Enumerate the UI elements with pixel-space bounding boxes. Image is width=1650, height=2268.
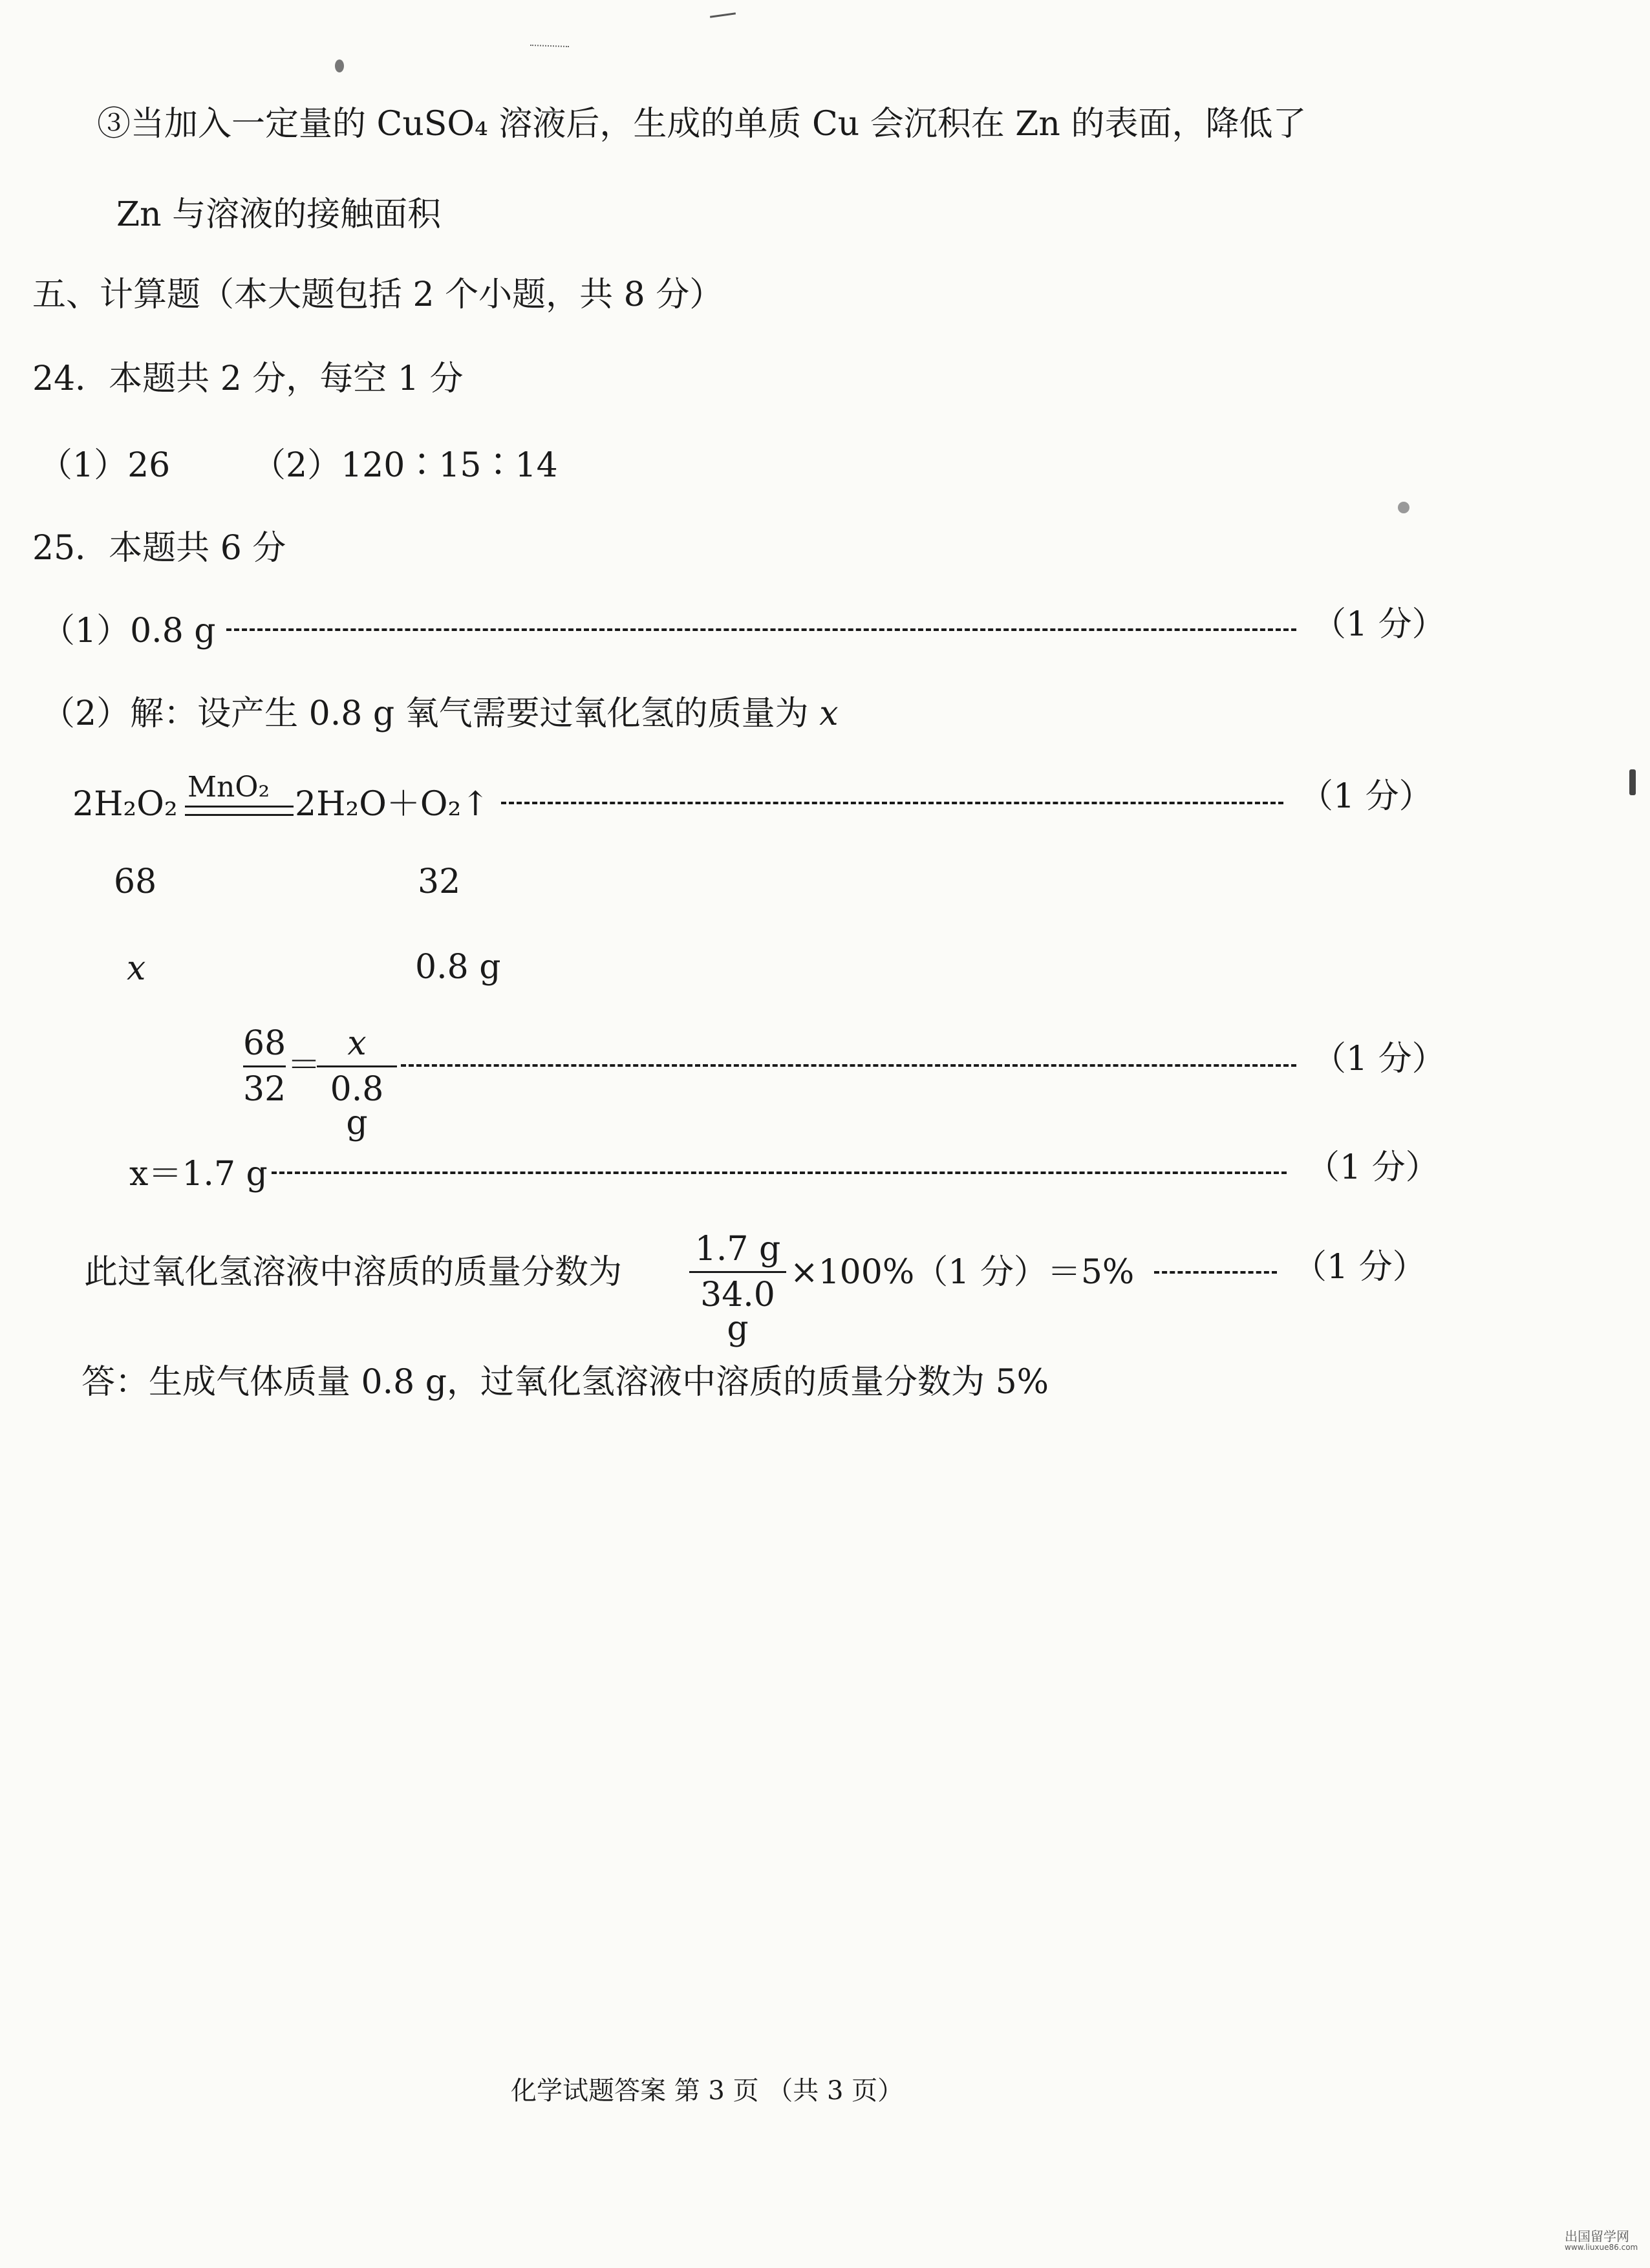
fraction-prefix: 此过氧化氢溶液中溶质的质量分数为 (84, 1253, 623, 1292)
molar-mass-o2: 32 (418, 862, 461, 901)
dash-leader (401, 1064, 1296, 1067)
fraction-numerator: 1.7 g (694, 1230, 781, 1268)
fraction-bar (689, 1271, 786, 1273)
scan-speck (1398, 502, 1409, 513)
dash-leader (272, 1171, 1287, 1174)
equation-products: 2H₂O＋O₂↑ (295, 785, 489, 824)
q25-part-2-intro (41, 694, 839, 733)
q24-heading: 24．本题共 2 分，每空 1 分 (32, 359, 464, 398)
q23-line-1: ③当加入一定量的 CuSO₄ 溶液后，生成的单质 Cu 会沉积在 Zn 的表面，降低了 (97, 105, 1307, 144)
scan-speck (1629, 769, 1636, 795)
watermark-text-url: www.liuxue86.com (1565, 2243, 1638, 2252)
ratio-num-2: x (347, 1024, 367, 1063)
q24-answer-1: （1）26 (39, 446, 171, 485)
equation-reactant: 2H₂O₂ (72, 785, 178, 824)
q25-heading: 25．本题共 6 分 (32, 529, 286, 568)
molar-mass-h2o2: 68 (114, 862, 157, 901)
fraction-denominator: 34.0 g (700, 1276, 775, 1348)
variable-x: x (819, 694, 839, 733)
score-5: （1 分） (1293, 1248, 1426, 1287)
fraction-bar (243, 1065, 286, 1067)
q25-part-1: （1）0.8 g (41, 612, 216, 650)
ratio-equals: ＝ (287, 1046, 321, 1085)
q23-line-2: Zn 与溶液的接触面积 (116, 195, 442, 234)
score-2: （1 分） (1300, 777, 1433, 816)
score-4: （1 分） (1306, 1148, 1439, 1187)
ratio-den-1: 32 (243, 1070, 286, 1109)
mass-fraction (689, 1230, 786, 1348)
ratio-den-2: 0.8 g (330, 1070, 384, 1142)
fraction-suffix: ×100%（1 分）＝5% (790, 1253, 1135, 1292)
equation-catalyst: MnO₂ (188, 771, 270, 804)
unknown-mass: x (127, 949, 146, 988)
q25-part-2-text: （2）解：设产生 0.8 g 氧气需要过氧化氢的质量为 (41, 694, 809, 733)
result-x: x＝1.7 g (129, 1155, 268, 1193)
equation-arrow (185, 806, 294, 816)
final-answer: 答：生成气体质量 0.8 g，过氧化氢溶液中溶质的质量分数为 5% (81, 1363, 1049, 1402)
ratio-num-1: 68 (243, 1024, 286, 1063)
fraction-bar (317, 1065, 397, 1067)
watermark-logo (1565, 2229, 1638, 2252)
section-title: 五、计算题（本大题包括 2 个小题，共 8 分） (32, 275, 723, 314)
ratio-fraction-2 (317, 1024, 397, 1142)
ratio-fraction-1 (243, 1024, 286, 1109)
scan-mark (530, 45, 569, 47)
dash-leader (1154, 1271, 1277, 1274)
score-3: （1 分） (1312, 1040, 1446, 1078)
dash-leader (501, 802, 1283, 804)
watermark-text-cn: 出国留学网 (1565, 2229, 1629, 2244)
scan-speck (335, 59, 344, 72)
q24-answer-2: （2）120∶15∶14 (252, 446, 558, 485)
scan-mark (710, 12, 736, 18)
page-footer: 化学试题答案 第 3 页 （共 3 页） (511, 2076, 904, 2106)
score-1: （1 分） (1312, 605, 1446, 644)
dash-leader (226, 628, 1296, 631)
known-mass: 0.8 g (415, 948, 501, 987)
